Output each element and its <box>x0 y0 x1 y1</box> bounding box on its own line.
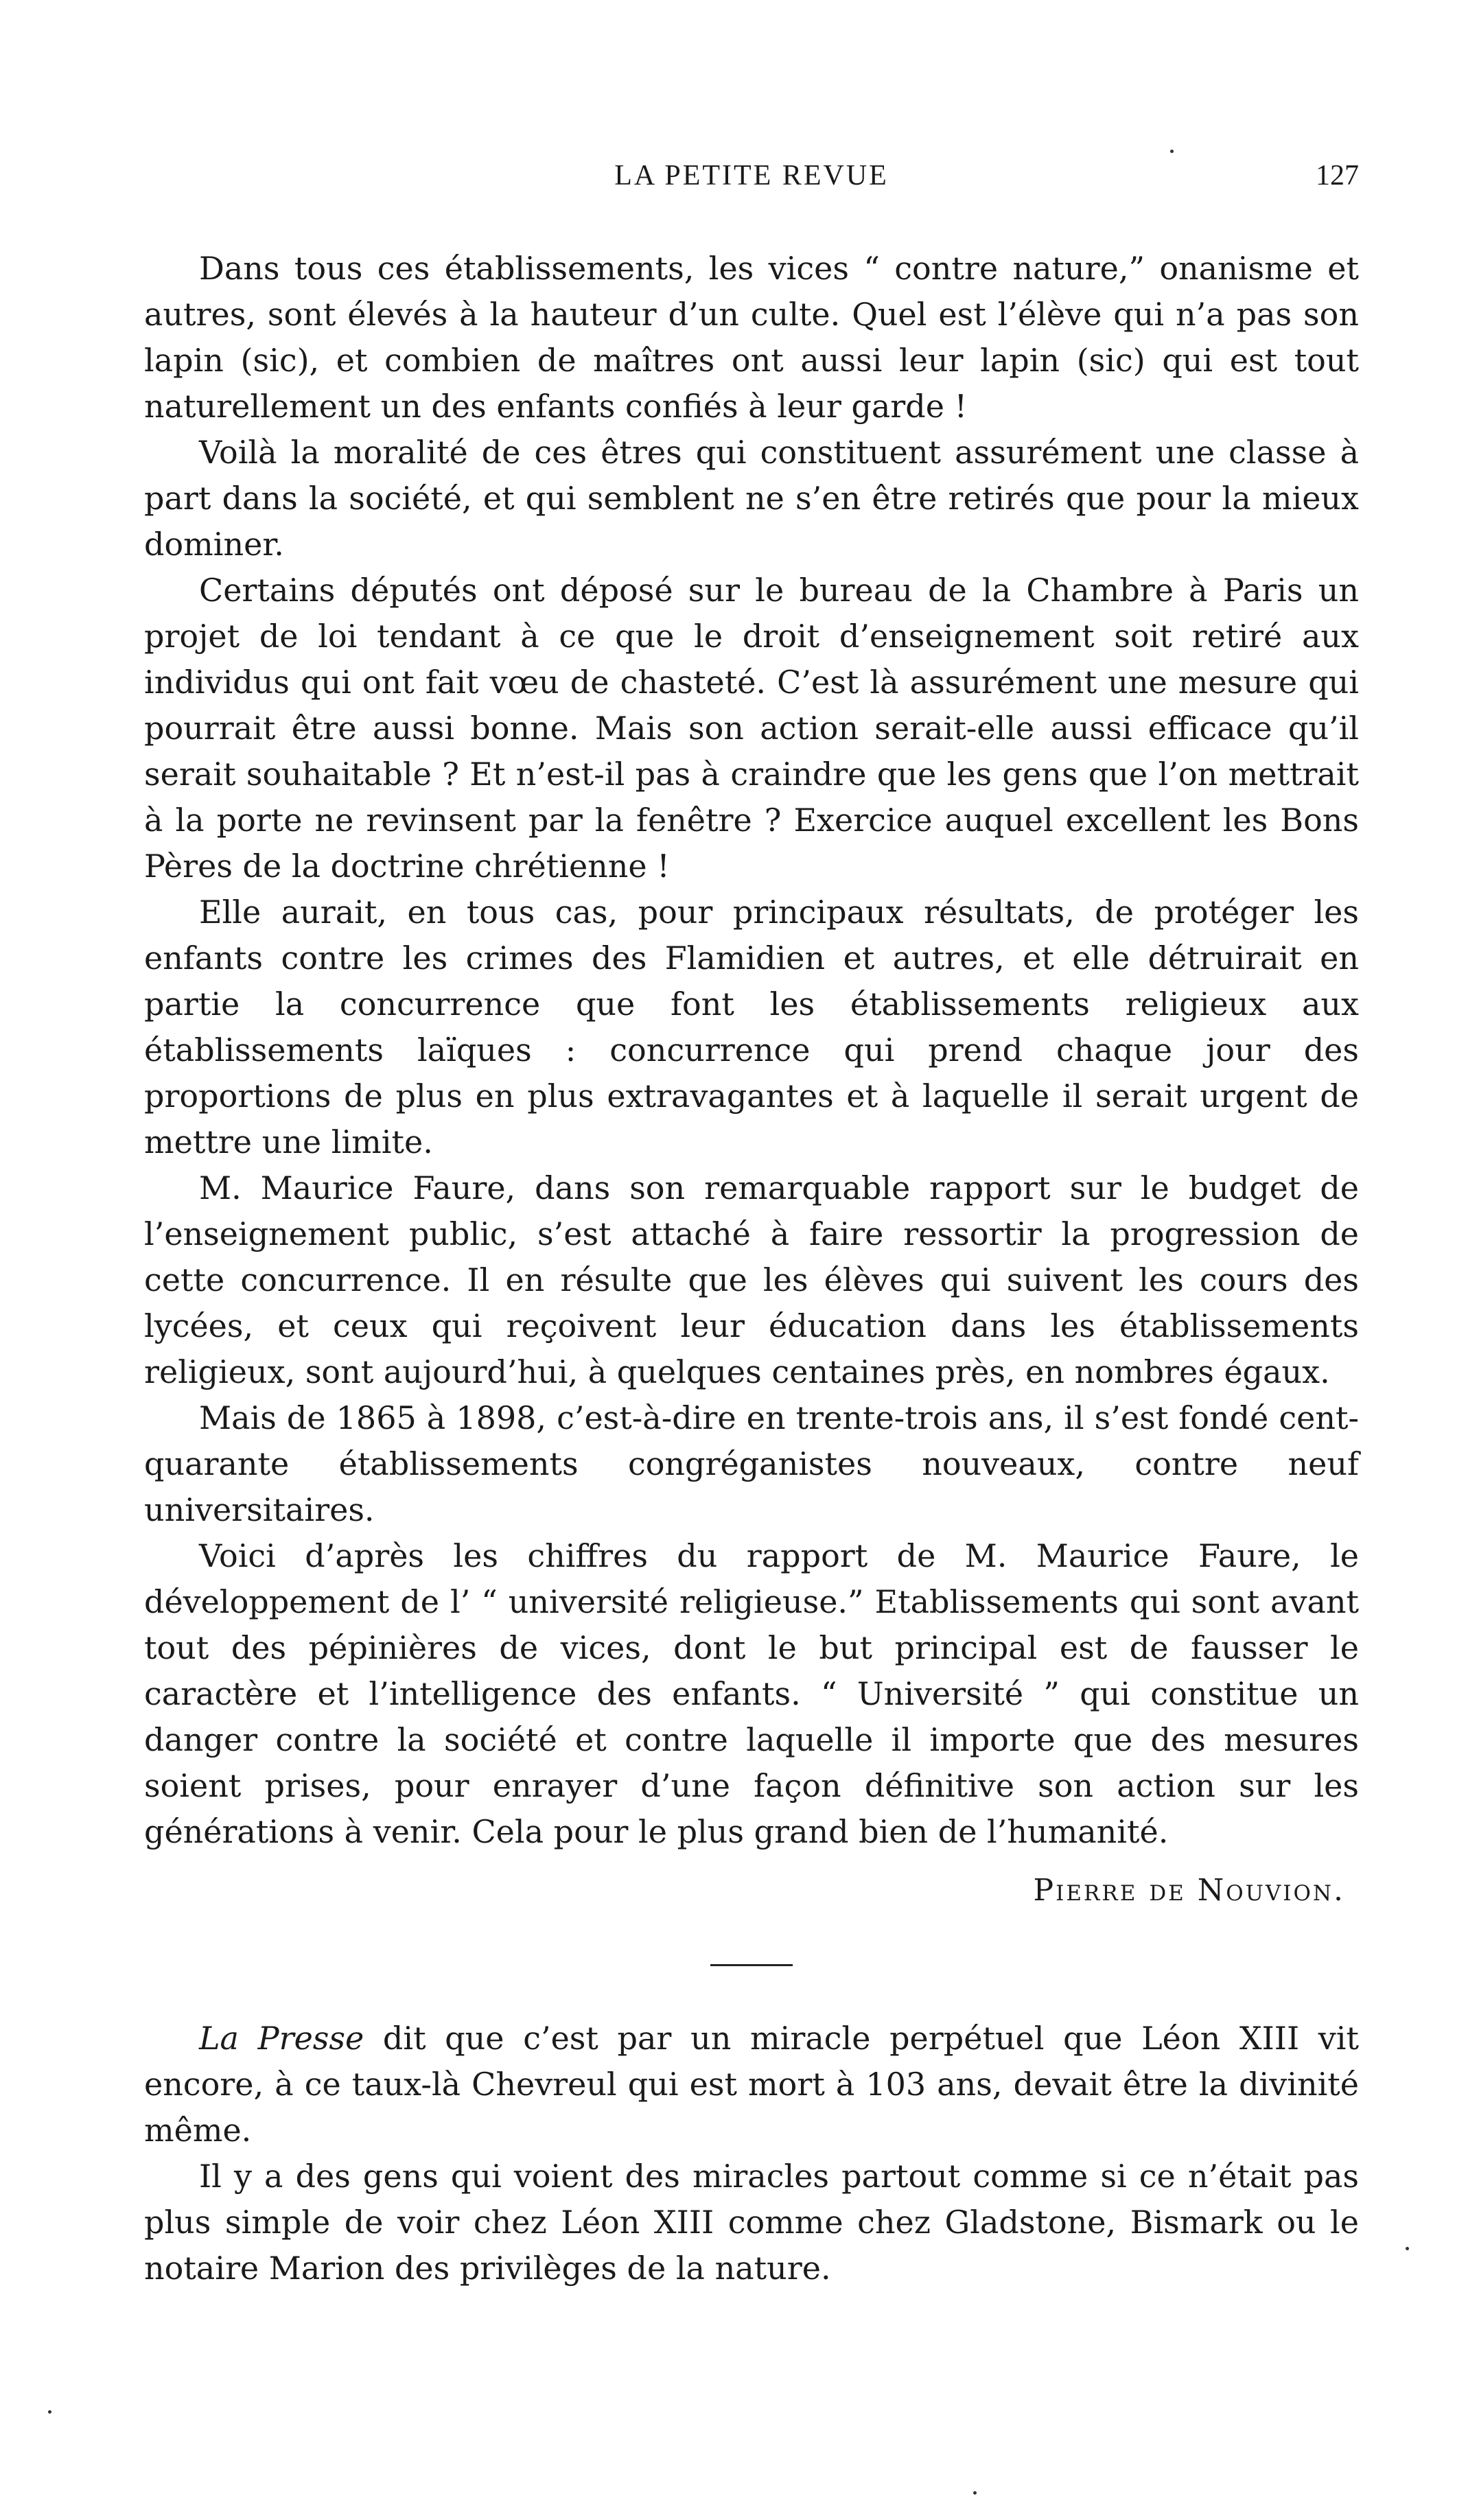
note-paragraph-2: Il y a des gens qui voient des miracles partout comme si ce n’était pas plus simple de voir chez Léon XIII comme chez Gladstone, Bismark ou le notaire Marion des privilèges de la nature. <box>144 2158 1359 2287</box>
paragraph-7: Voici d’après les chiffres du rapport de M. Maurice Faure, le développement de l’ “ université religieuse.” Etablissements qui sont avant tout des pépinières de vices, dont le but principal est de fausser le caractère et l’intelligence des enfants. “ Université ” qui constitue un danger contre la société et contre laquelle il importe que des mesures soient prises, pour enrayer d’une façon définitive son action sur les générations à venir. Cela pour le plus grand bien de l’humanité. <box>144 1537 1359 1850</box>
running-header <box>144 159 1359 200</box>
paragraph-3: Certains députés ont déposé sur le bureau de la Chambre à Paris un projet de loi tendant à ce que le droit d’enseignement soit retiré aux individus qui ont fait vœu de chasteté. C’est là assurément une mesure qui pourrait être aussi bonne. Mais son action serait-elle aussi efficace qu’il serait souhaitable ? Et n’est-il pas à craindre que les gens que l’on mettrait à la porte ne revinsent par la fenêtre ? Exercice auquel excellent les Bons Pères de la doctrine chrétienne ! <box>144 572 1359 885</box>
print-speck <box>48 2410 51 2414</box>
page-number: 127 <box>1316 160 1359 191</box>
print-speck <box>1406 2247 1409 2250</box>
section-divider <box>710 1964 793 1966</box>
running-title: LA PETITE REVUE <box>614 160 889 191</box>
paragraph-2: Voilà la moralité de ces êtres qui constituent assurément une classe à part dans la société, et qui semblent ne s’en être retirés que pour la mieux dominer. <box>144 434 1359 563</box>
publication-name: La Presse <box>199 2020 364 2057</box>
paragraph-4: Elle aurait, en tous cas, pour principaux résultats, de protéger les enfants contre les crimes des Flamidien et autres, et elle détruirait en partie la concurrence que font les établissements religieux aux établissements laïques : concurrence qui prend chaque jour des proportions de plus en plus extravagantes et à laquelle il serait urgent de mettre une limite. <box>144 894 1359 1160</box>
paragraph-1: Dans tous ces établissements, les vices “ contre nature,” onanisme et autres, sont élevés à la hauteur d’un culte. Quel est l’élève qui n’a pas son lapin (sic), et combien de maîtres ont aussi leur lapin (sic) qui est tout naturellement un des enfants confiés à leur garde ! <box>144 250 1359 425</box>
paragraph-6: Mais de 1865 à 1898, c’est-à-dire en trente-trois ans, il s’est fondé cent-quarante établissements congréganistes nouveaux, contre neuf universitaires. <box>144 1399 1359 1528</box>
author-signature: Pierre de Nouvion. <box>1033 1873 1345 1908</box>
print-speck <box>973 2491 977 2495</box>
paragraph-5: M. Maurice Faure, dans son remarquable rapport sur le budget de l’enseignement public, s’est attaché à faire ressortir la progression de cette concurrence. Il en résulte que les élèves qui suivent les cours des lycées, et ceux qui reçoivent leur éducation dans les établissements religieux, sont aujourd’hui, à quelques centaines près, en nombres égaux. <box>144 1169 1359 1390</box>
print-speck <box>1170 150 1174 153</box>
body-text <box>144 246 1359 2291</box>
note-paragraph-1-text: dit que c’est par un miracle perpétuel que Léon XIII vit encore, à ce taux-là Chevreul qui est mort à 103 ans, devait être la divinité même. <box>144 2020 1359 2149</box>
note-paragraph-1 <box>144 2016 1359 2154</box>
